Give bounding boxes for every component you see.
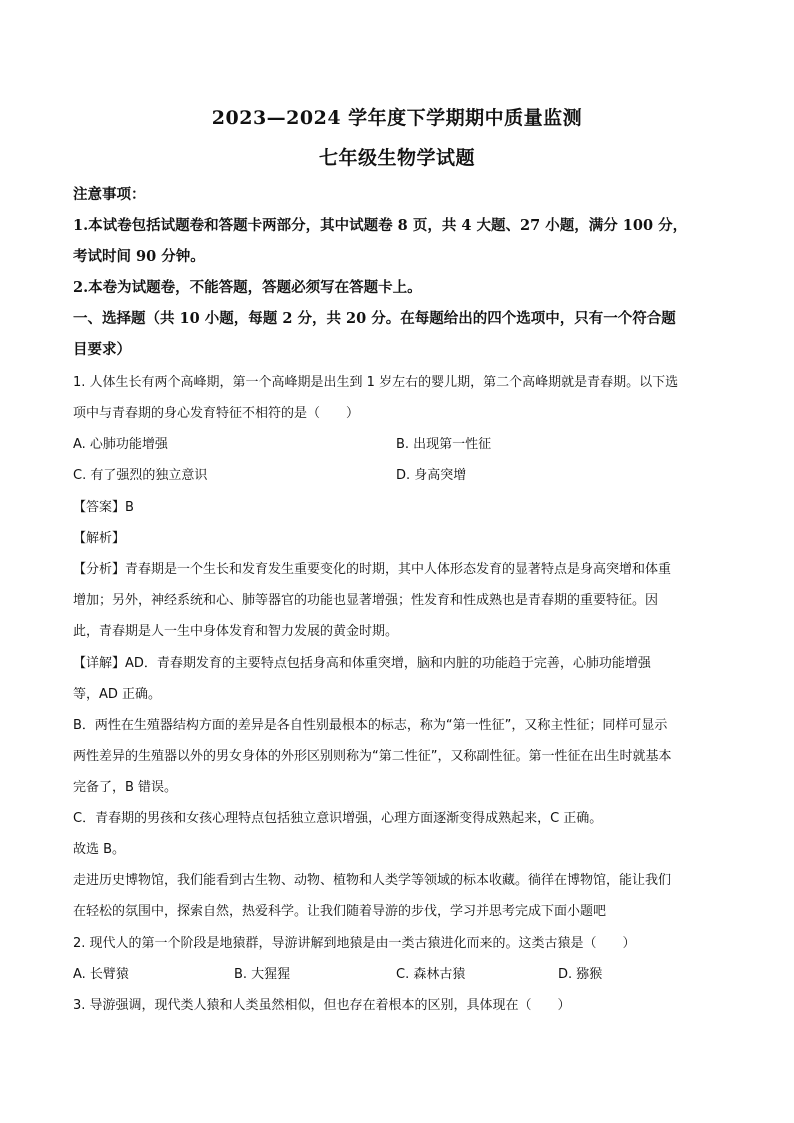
section-heading-a: 一、选择题（共 10 小题，每题 2 分，共 20 分。在每题给出的四个选项中，只有一个符合题 xyxy=(73,310,676,327)
q2-option-d: D. 猕猴 xyxy=(558,967,603,982)
q1-analysis-label: 【解析】 xyxy=(73,531,126,546)
exam-title: 2023—2024 学年度下学期期中质量监测 xyxy=(211,107,583,129)
q2-option-c: C. 森林古猿 xyxy=(396,967,466,982)
q1-option-a: A. 心肺功能增强 xyxy=(73,437,168,452)
q1-stem-b: 项中与青春期的身心发育特征不相符的是（ ） xyxy=(73,406,360,421)
q2-option-b: B. 大猩猩 xyxy=(234,967,291,982)
q1-option-b: B. 出现第一性征 xyxy=(396,437,492,452)
exam-subtitle: 七年级生物学试题 xyxy=(318,147,475,169)
q1-fenxi-c: 此，青春期是人一生中身体发育和智力发展的黄金时期。 xyxy=(73,624,399,639)
q1-option-c: C. 有了强烈的独立意识 xyxy=(73,468,208,483)
notes-line-1b: 考试时间 90 分钟。 xyxy=(73,248,205,265)
q2-option-a: A. 长臂猿 xyxy=(73,967,129,982)
section-heading-b: 目要求） xyxy=(73,341,131,358)
notes-line-2: 2.本卷为试题卷，不能答题，答题必须写在答题卡上。 xyxy=(73,279,422,296)
q1-explain-c: C．青春期的男孩和女孩心理特点包括独立意识增强，心理方面逐渐变得成熟起来，C 正确。 xyxy=(73,811,603,826)
passage-line-a: 走进历史博物馆，我们能看到古生物、动物、植物和人类学等领域的标本收藏。徜徉在博物馆，能让我们 xyxy=(73,873,672,888)
q1-answer: 【答案】B xyxy=(73,500,134,515)
passage-line-b: 在轻松的氛围中，探索自然，热爱科学。让我们随着导游的步伐，学习并思考完成下面小题吧 xyxy=(73,904,607,919)
q1-option-d: D. 身高突增 xyxy=(396,468,467,483)
q1-explain-b-b: 两性差异的生殖器以外的男女身体的外形区别则称为“第二性征”，又称副性征。第一性征在出生时就基本 xyxy=(73,749,672,764)
q1-explain-b-c: 完备了，B 错误。 xyxy=(73,780,178,795)
q1-fenxi-a: 【分析】青春期是一个生长和发育发生重要变化的时期，其中人体形态发育的显著特点是身高突增和体重 xyxy=(73,562,672,577)
q1-stem-a: 1. 人体生长有两个高峰期，第一个高峰期是出生到 1 岁左右的婴儿期，第二个高峰期就是青春期。以下选 xyxy=(73,375,679,390)
q1-fenxi-b: 增加；另外，神经系统和心、肺等器官的功能也显著增强；性发育和性成熟也是青春期的重要特征。因 xyxy=(73,593,659,608)
notes-heading: 注意事项： xyxy=(73,186,146,203)
q1-conclusion: 故选 B。 xyxy=(73,842,126,857)
q3-stem: 3. 导游强调，现代类人猿和人类虽然相似，但也存在着根本的区别，具体现在（ ） xyxy=(73,998,571,1013)
q1-xiangjie-a: 【详解】AD．青春期发育的主要特点包括身高和体重突增，脑和内脏的功能趋于完善，心肺功能增强 xyxy=(73,656,651,671)
q2-stem: 2. 现代人的第一个阶段是地猿群，导游讲解到地猿是由一类古猿进化而来的。这类古猿是（ ） xyxy=(73,936,636,951)
notes-line-1a: 1.本试卷包括试题卷和答题卡两部分，其中试题卷 8 页，共 4 大题、27 小题，满分 100 分， xyxy=(73,217,688,234)
q1-xiangjie-b: 等，AD 正确。 xyxy=(73,687,162,702)
q1-explain-b-a: B．两性在生殖器结构方面的差异是各自性别最根本的标志，称为“第一性征”，又称主性征；同样可显示 xyxy=(73,718,668,733)
